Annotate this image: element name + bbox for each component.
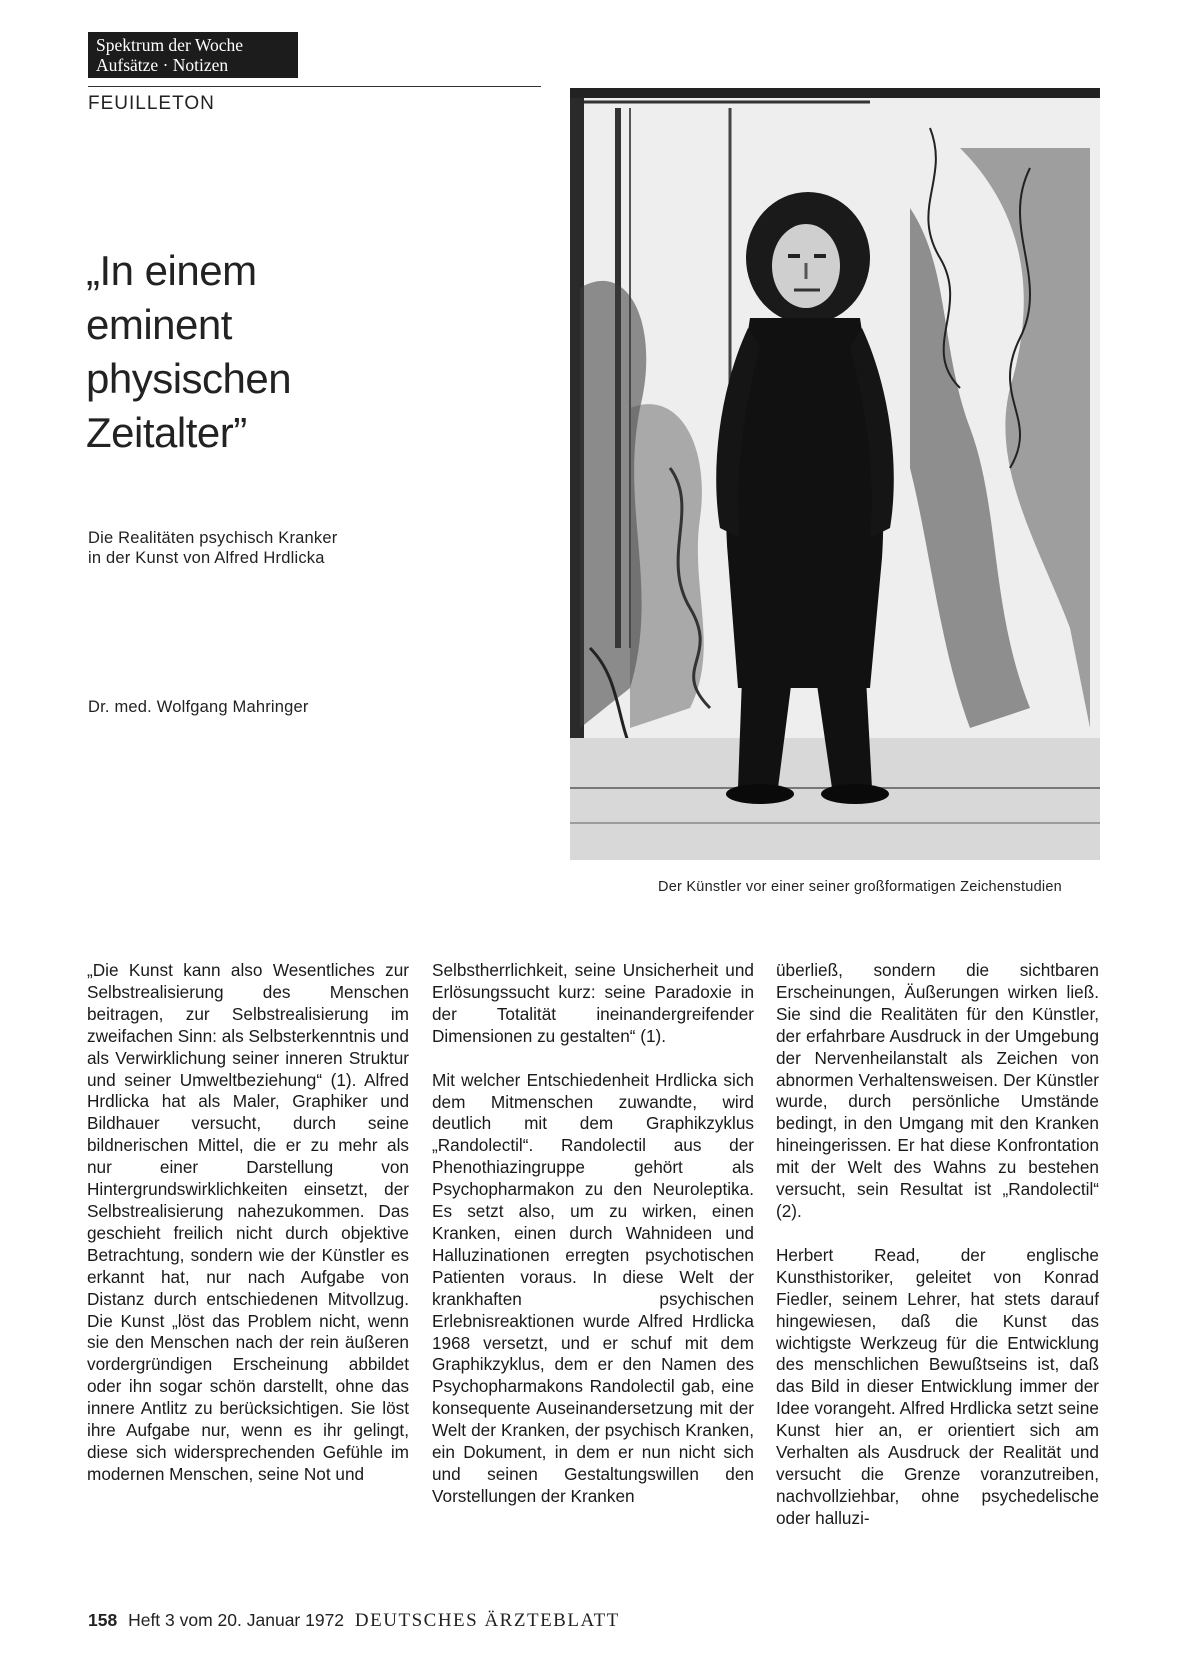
text-column-3: [776, 960, 1099, 1530]
paragraph: „Die Kunst kann also Wesentliches zur Selbstrealisierung des Menschen beitragen, zur Selbstrealisierung im zweifachen Sinn: als Selbsterkenntnis und als Verwirklichung seiner inneren Struktur und seiner Umweltbeziehung“ (1). Alfred Hrdlicka hat als Maler, Graphiker und Bildhauer versucht, durch seine bildnerischen Mittel, die er zu mehr als nur einer Darstellung von Hintergrundswirklichkeiten einsetzt, der Selbstrealisierung nahezukommen. Das geschieht freilich nicht durch objektive Betrachtung, sondern wie der Künstler es erkannt hat, nur nach Aufgabe von Distanz durch entschiedenen Mitvollzug. Die Kunst „löst das Problem nicht, wenn sie den Menschen nach der rein äußeren vordergründigen Erscheinung abbildet oder ihn sogar schön darstellt, ohne das innere Antlitz zu berücksichtigen. Sie löst ihre Aufgabe nur, wenn es ihr gelingt, diese sich widersprechenden Gefühle im modernen Menschen, seine Not und: [87, 960, 409, 1484]
headline-line-4: Zeitalter”: [86, 409, 247, 456]
journal-name: DEUTSCHES ÄRZTEBLATT: [354, 1610, 620, 1631]
text-column-1: [87, 960, 409, 1486]
article-headline: [86, 244, 466, 460]
paragraph: Herbert Read, der englische Kunsthistoriker, geleitet von Konrad Fiedler, seinem Lehrer, hat stets darauf hingewiesen, daß die Kunst das wichtigste Werkzeug für die Entwicklung des menschlichen Bewußtseins ist, daß das Bild in dieser Entwicklung immer der Idee vorangeht. Alfred Hrdlicka setzt seine Kunst hier an, er orientiert sich am Verhalten als Ausdruck der Realität und versucht die Grenze voranzutreiben, nachvollziehbar, ohne psychedelische oder halluzi-: [776, 1244, 1099, 1528]
header-rule: [88, 86, 541, 87]
masthead-line-1: Spektrum der Woche: [96, 35, 243, 55]
article-subtitle: [88, 528, 488, 568]
paragraph: Selbstherrlichkeit, seine Unsicherheit und Erlösungssucht kurz: seine Paradoxie in der Totalität ineinandergreifender Dimensionen zu gestalten“ (1).: [432, 960, 754, 1046]
issue-info: Heft 3 vom 20. Januar 1972: [128, 1610, 345, 1630]
paragraph: Mit welcher Entschiedenheit Hrdlicka sich dem Mitmenschen zuwandte, wird deutlich mit dem Graphikzyklus „Randolectil“. Randolectil aus der Phenothiazingruppe gehört als Psychopharmakon zu den Neuroleptika. Es setzt also, um zu wirken, einen Kranken, einen durch Wahnideen und Halluzinationen erregten psychotischen Patienten voraus. In diese Welt der krankhaften psychischen Erlebnisreaktionen wurde Alfred Hrdlicka 1968 versetzt, und er schuf mit dem Graphikzyklus, dem er den Namen des Psychopharmakons Randolectil gab, eine konsequente Auseinandersetzung mit der Welt der Kranken, der psychisch Kranken, ein Dokument, in dem er nun nicht sich und seinen Gestaltungswillen den Vorstellungen der Kranken: [432, 1069, 754, 1506]
headline-line-2: eminent: [86, 301, 232, 348]
section-label: FEUILLETON: [88, 93, 215, 114]
page-footer: [88, 1610, 620, 1632]
masthead-line-2: Aufsätze · Notizen: [96, 55, 229, 75]
photo-caption: Der Künstler vor einer seiner großformatigen Zeichenstudien: [657, 879, 1062, 895]
artist-photo-illustration: [570, 88, 1100, 860]
headline-line-3: physischen: [86, 355, 292, 402]
article-author: Dr. med. Wolfgang Mahringer: [88, 698, 309, 716]
headline-line-1: „In einem: [86, 247, 257, 294]
subtitle-line-1: Die Realitäten psychisch Kranker: [88, 529, 338, 547]
page-number: 158: [88, 1610, 118, 1630]
subtitle-line-2: in der Kunst von Alfred Hrdlicka: [88, 549, 325, 567]
artist-photo: [570, 88, 1100, 860]
masthead-box: [88, 32, 298, 78]
paragraph: überließ, sondern die sichtbaren Erscheinungen, Äußerungen wirken ließ. Sie sind die Realitäten für den Künstler, der erfahrbare Ausdruck in der Umgebung der Nervenheilanstalt als Zeichen von abnormen Verhaltensweisen. Der Künstler wurde, durch persönliche Umstände bedingt, in den Umgang mit den Kranken hineingerissen. Er hat diese Konfrontation mit der Welt des Wahns zu bestehen versucht, sein Resultat ist „Randolectil“ (2).: [776, 960, 1099, 1221]
text-column-2: [432, 960, 754, 1508]
